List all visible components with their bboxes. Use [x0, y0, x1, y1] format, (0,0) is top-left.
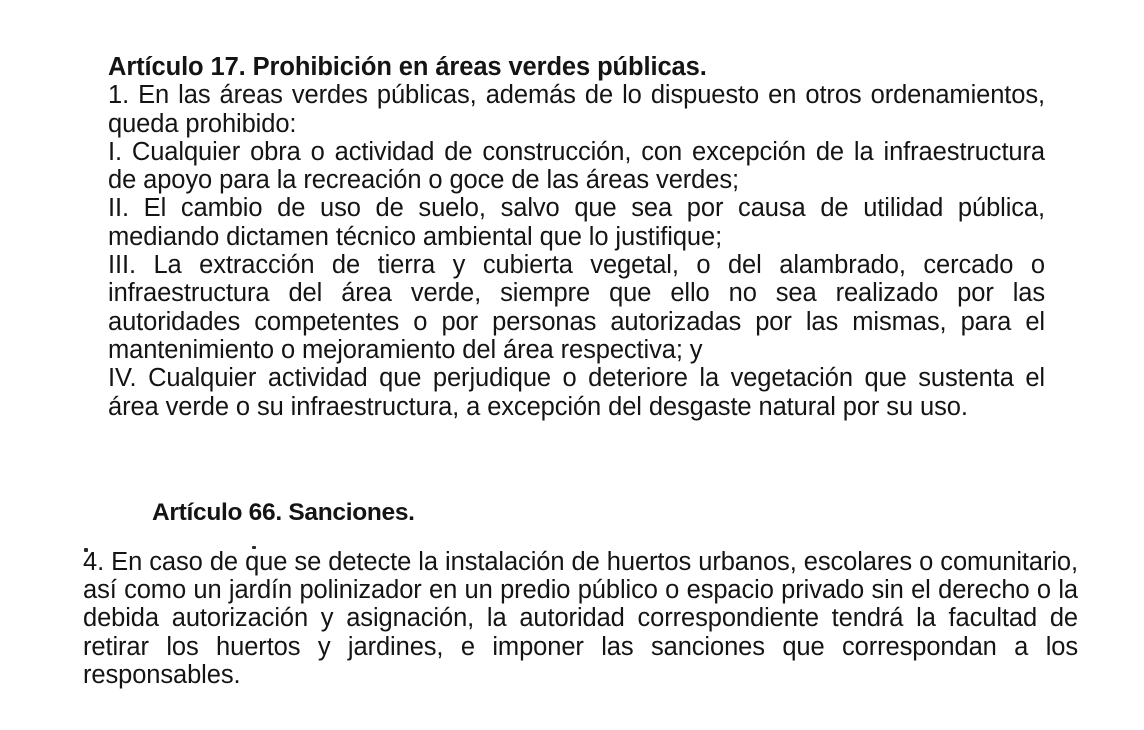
- article-66-section: [83, 548, 1078, 689]
- article-66-paragraph-4: 4. En caso de que se detecte la instalación de huertos urbanos, escolares o comunitario, así como un jardín polinizador en un predio público o espacio privado sin el derecho o la debida autorización y asignación, la autoridad correspondiente tendrá la facultad de retirar los huertos y jardines, e imponer las sanciones que correspondan a los responsables.: [83, 548, 1078, 689]
- article-17-section: [108, 53, 1045, 421]
- article-17-fraction-ii: II. El cambio de uso de suelo, salvo que sea por causa de utilidad pública, mediando dictamen técnico ambiental que lo justifique;: [108, 194, 1045, 251]
- article-17-heading: Artículo 17. Prohibición en áreas verdes públicas.: [108, 53, 707, 81]
- article-17-paragraph-intro: 1. En las áreas verdes públicas, además de lo dispuesto en otros ordenamientos, queda prohibido:: [108, 81, 1045, 138]
- article-66-heading: Artículo 66. Sanciones.: [152, 499, 415, 526]
- article-17-fraction-iii: III. La extracción de tierra y cubierta vegetal, o del alambrado, cercado o infraestructura del área verde, siempre que ello no sea realizado por las autoridades competentes o por personas autorizadas por las mismas, para el mantenimiento o mejoramiento del área respectiva; y: [108, 251, 1045, 364]
- article-17-fraction-i: I. Cualquier obra o actividad de construcción, con excepción de la infraestructura de apoyo para la recreación o goce de las áreas verdes;: [108, 137, 1045, 195]
- article-17-fraction-iv: IV. Cualquier actividad que perjudique o deteriore la vegetación que sustenta el área verde o su infraestructura, a excepción del desgaste natural por su uso.: [108, 364, 1045, 421]
